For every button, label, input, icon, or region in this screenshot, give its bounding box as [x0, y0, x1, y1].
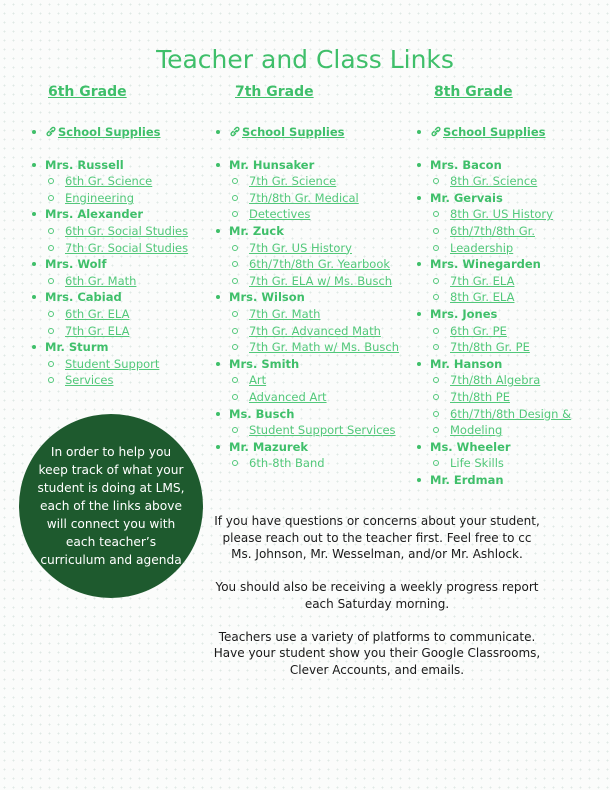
class-link[interactable]: Student Support Services [229, 422, 412, 439]
class-link[interactable]: 7th Gr. Math w/ Ms. Busch [229, 339, 412, 356]
class-link[interactable]: Detectives [229, 206, 412, 223]
teacher-item [403, 190, 608, 256]
page-title: Teacher and Class Links [156, 45, 454, 74]
teacher-item [202, 223, 412, 289]
teacher-name: Mr. Mazurek [229, 439, 309, 454]
class-link[interactable]: 6th Gr. Math [45, 273, 218, 290]
teacher-item [403, 356, 608, 439]
school-supplies-label: School Supplies [58, 125, 161, 139]
supplies-item [18, 124, 218, 141]
teacher-item [18, 157, 218, 207]
info-circle-text: In order to help you keep track of what your student is doing at LMS, each of the links above will connect you with each teacher’s curriculum and agenda [37, 445, 185, 567]
grade-column [403, 84, 608, 488]
teacher-name: Mrs. Russell [45, 157, 124, 172]
grade-column [202, 84, 412, 472]
class-link[interactable]: Services [45, 372, 218, 389]
class-list [430, 173, 608, 190]
class-list [229, 422, 412, 439]
grade-heading[interactable]: 8th Grade [434, 84, 513, 100]
class-list [229, 306, 412, 356]
class-link[interactable]: 7th Gr. Science [229, 173, 412, 190]
grade-heading[interactable]: 6th Grade [48, 84, 127, 100]
supplies-item [202, 124, 412, 141]
note-progress-report: You should also be receiving a weekly progress report each Saturday morning. [215, 580, 539, 611]
class-link[interactable]: Student Support [45, 356, 218, 373]
teacher-item [403, 256, 608, 306]
teacher-item [202, 289, 412, 355]
class-link[interactable]: Art [229, 372, 412, 389]
class-list [430, 206, 608, 256]
grade-column [18, 84, 218, 389]
class-list [229, 372, 412, 405]
teacher-item [18, 206, 218, 256]
supplies-item [403, 124, 608, 141]
class-link[interactable]: 6th Gr. ELA [45, 306, 218, 323]
class-list [229, 173, 412, 223]
class-link[interactable]: 6th/7th/8th Gr. Yearbook [229, 256, 412, 273]
teacher-item [18, 289, 218, 339]
school-supplies-link[interactable] [45, 125, 161, 139]
class-link[interactable]: 7th Gr. Social Studies [45, 240, 218, 257]
parent-notes [212, 513, 542, 695]
teacher-item [18, 256, 218, 289]
class-link[interactable]: 6th Gr. PE [430, 323, 608, 340]
teacher-name: Ms. Busch [229, 406, 295, 421]
teacher-name: Mr. Sturm [45, 340, 109, 355]
class-link[interactable]: Advanced Art [229, 389, 412, 406]
class-list [229, 240, 412, 290]
teacher-item [403, 306, 608, 356]
teacher-list [202, 124, 412, 472]
link-icon [229, 125, 241, 136]
grade-heading[interactable]: 7th Grade [235, 84, 314, 100]
teacher-name: Mrs. Alexander [45, 207, 144, 222]
teacher-name: Mrs. Cabiad [45, 290, 122, 305]
teacher-name: Mr. Hunsaker [229, 157, 315, 172]
note-questions: If you have questions or concerns about your student, please reach out to the teacher first. Feel free to cc Ms. Johnson, Mr. Wesselman, and/or Mr. Ashlock. [214, 514, 540, 561]
class-list [45, 306, 218, 339]
teacher-item [18, 339, 218, 389]
class-link[interactable]: 8th Gr. US History [430, 206, 608, 223]
class-list [430, 455, 608, 472]
link-icon [45, 125, 57, 136]
class-list [430, 273, 608, 306]
info-circle [19, 414, 203, 598]
teacher-item [202, 157, 412, 223]
class-link[interactable]: 6th Gr. Science [45, 173, 218, 190]
teacher-name: Mr. Hanson [430, 356, 503, 371]
teacher-name: Mr. Zuck [229, 223, 284, 238]
teacher-name: Mr. Gervais [430, 190, 503, 205]
class-list [430, 323, 608, 356]
school-supplies-link[interactable] [430, 125, 546, 139]
class-link[interactable]: 6th/7th/8th Design & [430, 406, 608, 423]
class-link[interactable]: 7th/8th Gr. PE [430, 339, 608, 356]
teacher-name: Mrs. Bacon [430, 157, 502, 172]
class-link[interactable]: Leadership [430, 240, 608, 257]
teacher-item [202, 406, 412, 439]
class-link[interactable]: 8th Gr. Science [430, 173, 608, 190]
class-list [229, 455, 412, 472]
school-supplies-link[interactable] [229, 125, 345, 139]
class-list [45, 173, 218, 206]
link-icon [430, 125, 442, 136]
class-link[interactable]: 7th Gr. ELA w/ Ms. Busch [229, 273, 412, 290]
teacher-name: Ms. Wheeler [430, 439, 511, 454]
teacher-name: Mrs. Winegarden [430, 257, 541, 272]
class-link[interactable]: Engineering [45, 190, 218, 207]
teacher-list [403, 124, 608, 488]
class-link[interactable]: 7th Gr. Math [229, 306, 412, 323]
teacher-name: Mrs. Wolf [45, 257, 107, 272]
class-link[interactable]: 7th/8th PE [430, 389, 608, 406]
school-supplies-label: School Supplies [443, 125, 546, 139]
class-link[interactable]: 6th/7th/8th Gr. [430, 223, 608, 240]
teacher-name: Mrs. Wilson [229, 290, 305, 305]
school-supplies-label: School Supplies [242, 125, 345, 139]
class-list [430, 372, 608, 438]
class-link[interactable]: 7th/8th Algebra [430, 372, 608, 389]
class-link[interactable]: 8th Gr. ELA [430, 289, 608, 306]
class-list [45, 223, 218, 256]
class-link[interactable]: 7th/8th Gr. Medical [229, 190, 412, 207]
class-link[interactable]: Modeling [430, 422, 608, 439]
class-list [45, 273, 218, 290]
class-link[interactable]: 6th Gr. Social Studies [45, 223, 218, 240]
class-link[interactable]: 7th Gr. ELA [45, 323, 218, 340]
teacher-item [202, 439, 412, 472]
note-platforms: Teachers use a variety of platforms to communicate. Have your student show you their Google Classrooms, Clever Accounts, and emails. [213, 629, 541, 677]
class-item: 6th-8th Band [229, 455, 412, 472]
teacher-list [18, 124, 218, 389]
class-link[interactable]: 7th Gr. Advanced Math [229, 323, 412, 340]
class-link[interactable]: 7th Gr. ELA [430, 273, 608, 290]
class-item: Life Skills [430, 455, 608, 472]
teacher-name: Mr. Erdman [430, 472, 504, 487]
teacher-name: Mrs. Smith [229, 356, 300, 371]
teacher-item [403, 472, 608, 489]
teacher-item [403, 439, 608, 472]
teacher-item [202, 356, 412, 406]
class-list [45, 356, 218, 389]
teacher-name: Mrs. Jones [430, 306, 498, 321]
class-link[interactable]: 7th Gr. US History [229, 240, 412, 257]
teacher-item [403, 157, 608, 190]
